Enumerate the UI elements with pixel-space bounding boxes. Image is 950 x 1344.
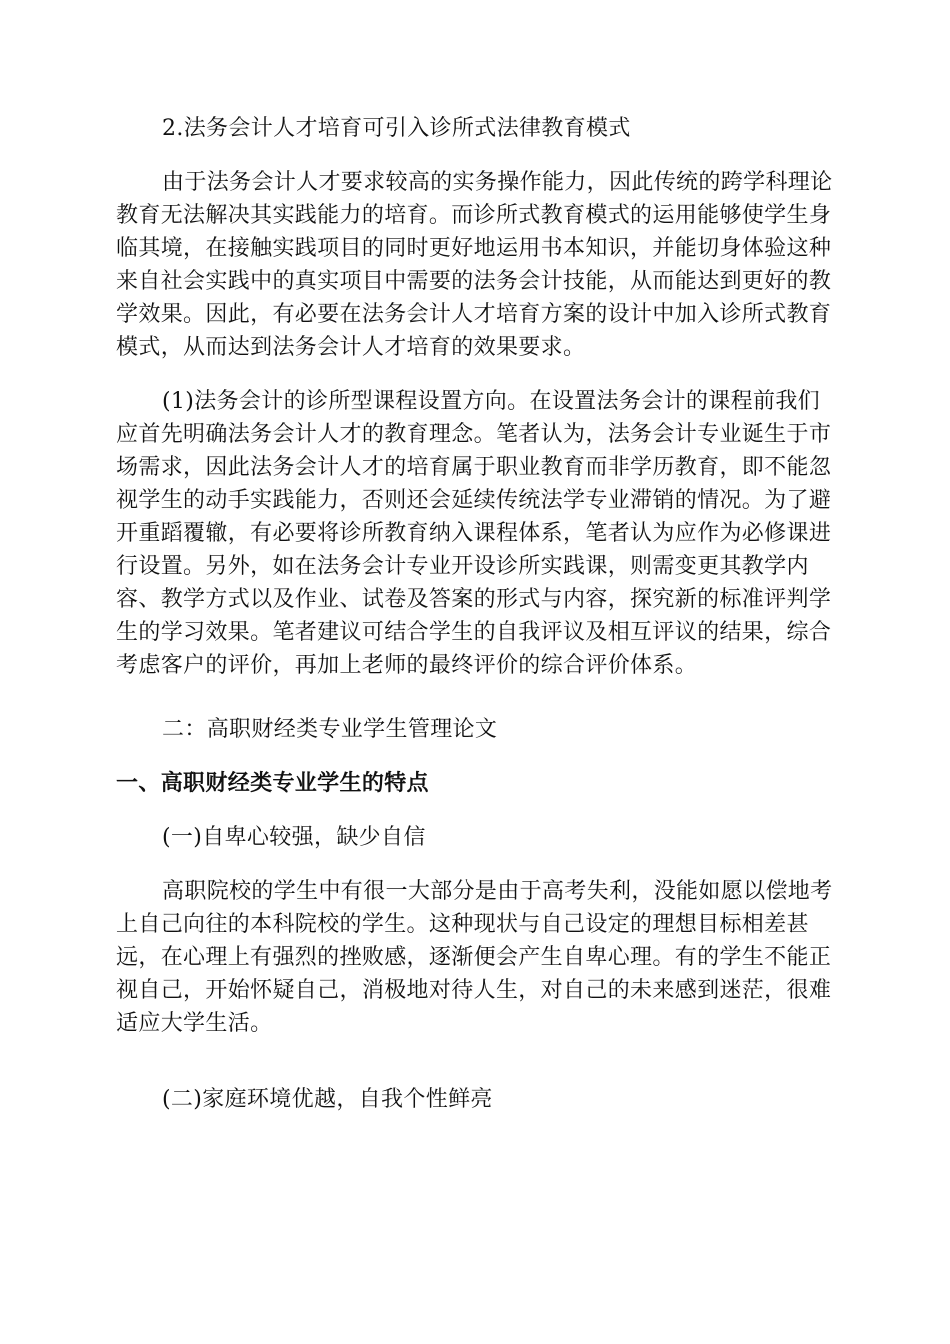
paragraph-line: 上自己向往的本科院校的学生。这种现状与自己设定的理想目标相差甚 (116, 912, 809, 937)
paragraph-line: 场需求，因此法务会计人才的培育属于职业教育而非学历教育，即不能忽 (116, 455, 832, 480)
paragraph-line: 来自社会实践中的真实项目中需要的法务会计技能，从而能达到更好的教 (116, 269, 832, 294)
paragraph-line: 应首先明确法务会计人才的教育理念。笔者认为，法务会计专业诞生于市 (116, 422, 832, 447)
paragraph-line: 高职院校的学生中有很一大部分是由于高考失利，没能如愿以偿地考 (162, 879, 833, 904)
heading-1: 一、高职财经类专业学生的特点 (116, 771, 429, 796)
paragraph-line: 教育无法解决其实践能力的培育。而诊所式教育模式的运用能够使学生身 (116, 203, 832, 228)
paragraph-line: 适应大学生活。 (116, 1011, 273, 1036)
subheading-item-2: (二)家庭环境优越，自我个性鲜亮 (162, 1087, 493, 1112)
paragraph-line: 生的学习效果。笔者建议可结合学生的自我评议及相互评议的结果，综合 (116, 620, 832, 645)
section-title: 二：高职财经类专业学生管理论文 (162, 717, 498, 742)
paragraph-line: 模式，从而达到法务会计人才培育的效果要求。 (116, 335, 586, 360)
paragraph-line: 视自己，开始怀疑自己，消极地对待人生，对自己的未来感到迷茫，很难 (116, 978, 832, 1003)
paragraph-line: 学效果。因此，有必要在法务会计人才培育方案的设计中加入诊所式教育 (116, 302, 832, 327)
paragraph-line: 由于法务会计人才要求较高的实务操作能力，因此传统的跨学科理论 (162, 170, 833, 195)
paragraph-line: 容、教学方式以及作业、试卷及答案的形式与内容，探究新的标准评判学 (116, 587, 832, 612)
paragraph-line: (1)法务会计的诊所型课程设置方向。在设置法务会计的课程前我们 (162, 389, 821, 414)
paragraph-line: 视学生的动手实践能力，否则还会延续传统法学专业滞销的情况。为了避 (116, 488, 832, 513)
paragraph-line: 考虑客户的评价，再加上老师的最终评价的综合评价体系。 (116, 653, 698, 678)
subheading-2: 2.法务会计人才培育可引入诊所式法律教育模式 (162, 116, 631, 141)
paragraph-line: 开重蹈覆辙，有必要将诊所教育纳入课程体系，笔者认为应作为必修课进 (116, 521, 832, 546)
paragraph-line: 临其境，在接触实践项目的同时更好地运用书本知识，并能切身体验这种 (116, 236, 832, 261)
paragraph-line: 远，在心理上有强烈的挫败感，逐渐便会产生自卑心理。有的学生不能正 (116, 945, 832, 970)
paragraph-line: 行设置。另外，如在法务会计专业开设诊所实践课，则需变更其教学内 (116, 554, 809, 579)
subheading-item-1: (一)自卑心较强，缺少自信 (162, 825, 426, 850)
